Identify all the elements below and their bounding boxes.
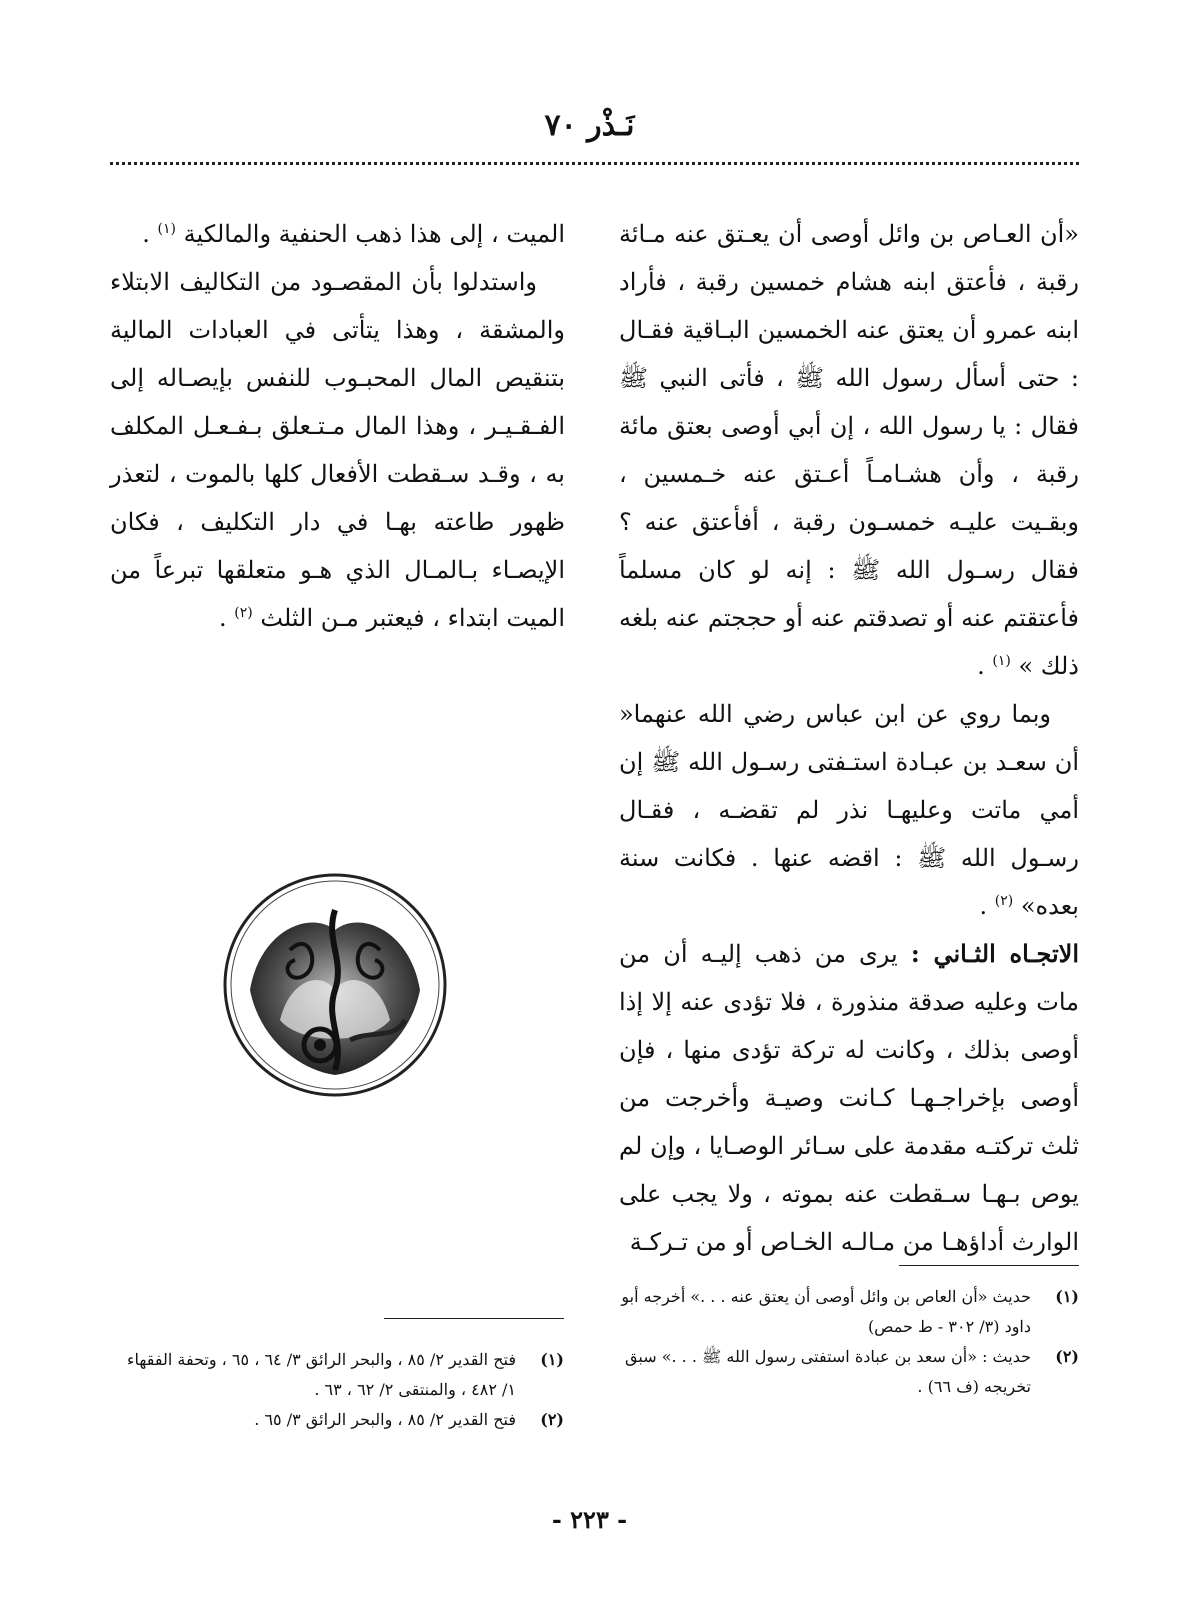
page-number: - ٢٢٣ - bbox=[551, 1505, 628, 1534]
footnote-divider-left bbox=[384, 1318, 564, 1319]
paragraph-ibn-abbas: وبما روي عن ابن عباس رضي الله عنهما« أن سعـد بن عبـادة استـفتى رسـول الله ﷺ إن أمي ماتت وعليهـا نذر لم تقضـه ، فقـال رسـول الله ﷺ : اقضه عنها . فكانت سنة بعده» $^{(٢)}$ . bbox=[619, 700, 1079, 920]
footnotes-right bbox=[609, 1282, 1079, 1402]
paragraph-continuation: الميت ، إلى هذا ذهب الحنفية والمالكية $^{(١)}$ . bbox=[142, 220, 565, 248]
footnote-item: (١) حديث «أن العاص بن وائل أوصى أن يعتق عنه . . .» أخرجه أبو داود (٣/ ٣٠٢ - ط حمص) bbox=[621, 1287, 1079, 1336]
right-column bbox=[619, 210, 1079, 1266]
page-header-title: نَـذْر ٧٠ bbox=[544, 108, 635, 143]
footnote-ref-1: (١) bbox=[992, 653, 1011, 669]
footnote-ref-2-left: (٢) bbox=[234, 605, 253, 621]
footnotes-left bbox=[109, 1345, 564, 1435]
footnote-item: (١) فتح القدير ٢/ ٨٥ ، والبحر الرائق ٣/ ٦٤ ، ٦٥ ، وتحفة الفقهاء ١/ ٤٨٢ ، والمنتقى ٢/ ٦٢ ، ٦٣ . bbox=[127, 1350, 564, 1399]
section-heading: الاتجـاه الثـاني : bbox=[910, 939, 1079, 968]
left-column bbox=[110, 210, 565, 642]
paragraph-second-direction: الاتجـاه الثـاني : يرى من ذهب إليـه أن من مات وعليه صدقة منذورة ، فلا تؤدى عنه إلا إذا أوصى بذلك ، وكانت له تركة تؤدى منها ، فإن أوصى بإخراجـهـا كـانت وصيـة وأخرجت من ثلث تركتـه مقدمة على سـائر الوصـايا ، وإن لم يوص بـهـا سـقطت عنه بموته ، ولا يجب على الوارث أداؤهـا من مـالـه الخـاص أو من تـركـة bbox=[619, 939, 1079, 1256]
header-dotted-divider bbox=[110, 162, 1079, 165]
footnote-ref-1-left: (١) bbox=[157, 221, 176, 237]
arabesque-medallion-icon bbox=[220, 870, 450, 1100]
footnote-divider-right bbox=[899, 1265, 1079, 1266]
footnote-item: (٢) حديث : «أن سعد بن عبادة استفتى رسول الله ﷺ . . .» سبق تخريجه (ف ٦٦) . bbox=[625, 1347, 1079, 1396]
paragraph-hadith-aas: «أن العـاص بن وائل أوصى أن يعـتق عنه مـائة رقبة ، فأعتق ابنه هشام خمسين رقبة ، فأراد ابنه عمرو أن يعتق عنه الخمسين البـاقية فقـال : حتى أسأل رسول الله ﷺ ، فأتى النبي ﷺ فقال : يا رسول الله ، إن أبي أوصى بعتق مائة رقبة ، وأن هشـامـاً أعـتق عنه خـمسين ، وبقـيت عليـه خمسـون رقبة ، أفأعتق عنه ؟ فقال رسـول الله ﷺ : إنه لو كان مسلماً فأعتقتم عنه أو تصدقتم عنه أو حججتم عنه بلغه ذلك » $^{(١)}$ . bbox=[619, 220, 1079, 680]
paragraph-evidence: واستدلوا بأن المقصـود من التكاليف الابتلاء والمشقة ، وهذا يتأتى في العبادات المالية بتنقيص المال المحبـوب للنفس بإيصـاله إلى الفـقـيـر ، وهذا المال مـتـعلق بـفـعـل المكلف به ، وقـد سـقطت الأفعال كلها بالموت ، لتعذر ظهور طاعته بهـا في دار التكليف ، فكان الإيصـاء بـالمـال الذي هـو متعلقها تبرعاً من الميت ابتداء ، فيعتبر مـن الثلث $^{(٢)}$ . bbox=[110, 268, 565, 632]
footnote-ref-2: (٢) bbox=[994, 893, 1014, 909]
footnote-item: (٢) فتح القدير ٢/ ٨٥ ، والبحر الرائق ٣/ ٦٥ . bbox=[254, 1410, 564, 1429]
